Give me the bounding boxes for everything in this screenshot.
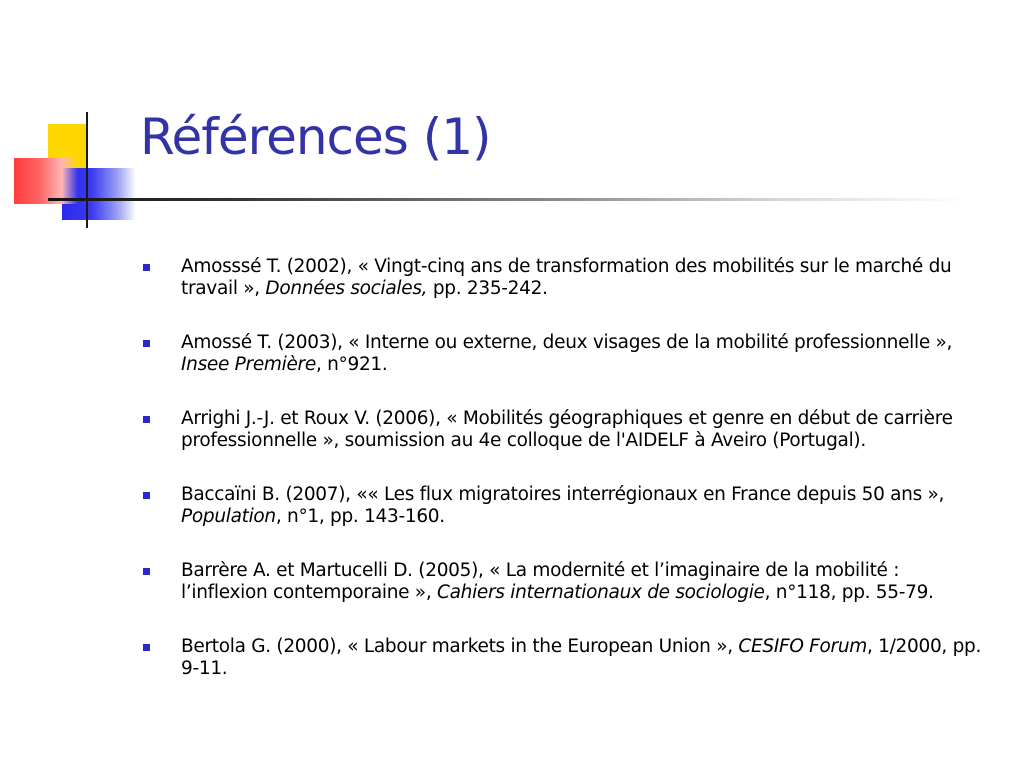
reference-item: [140, 256, 990, 300]
bullet-square-icon: [143, 644, 150, 651]
reference-item: [140, 408, 990, 452]
reference-source: Données sociales,: [265, 278, 428, 299]
bullet-square-icon: [143, 340, 150, 347]
bullet-square-icon: [143, 416, 150, 423]
reference-item: [140, 636, 990, 680]
reference-text: Barrère A. et Martucelli D. (2005), « La modernité et l’imaginaire de la mobilité : l’inflexion contemporaine »,: [181, 560, 900, 603]
bullet-square-icon: [143, 568, 150, 575]
bullet-square-icon: [143, 492, 150, 499]
bullet-square-icon: [143, 264, 150, 271]
reference-text: Arrighi J.-J. et Roux V. (2006), « Mobilités géographiques et genre en début de carrière professionnelle », soumission au 4e colloque de l'AIDELF à Aveiro (Portugal).: [181, 408, 953, 451]
reference-details: , n°1, pp. 143-160.: [275, 506, 445, 527]
reference-list: [140, 256, 990, 712]
reference-source: Population: [181, 506, 276, 527]
reference-source: Insee Première: [181, 354, 316, 375]
reference-text: Amosssé T. (2002), « Vingt-cinq ans de transformation des mobilités sur le marché du travail »,: [181, 256, 952, 299]
reference-details: pp. 235-242.: [427, 278, 548, 299]
reference-item: [140, 332, 990, 376]
reference-text: Bertola G. (2000), « Labour markets in the European Union »,: [181, 636, 739, 657]
reference-details: , n°118, pp. 55-79.: [764, 582, 934, 603]
slide-title: Références (1): [140, 108, 491, 166]
reference-text: Baccaïni B. (2007), «« Les flux migratoires interrégionaux en France depuis 50 ans »,: [181, 484, 945, 505]
reference-source: CESIFO Forum: [738, 636, 867, 657]
logo-vertical-line: [86, 112, 88, 228]
title-underline: [48, 198, 968, 201]
reference-details: , 1/2000, pp. 9-11.: [181, 636, 982, 679]
reference-text: Amossé T. (2003), « Interne ou externe, deux visages de la mobilité professionnelle »,: [181, 332, 953, 353]
reference-item: [140, 560, 990, 604]
reference-source: Cahiers internationaux de sociologie: [437, 582, 765, 603]
reference-item: [140, 484, 990, 528]
reference-details: , n°921.: [315, 354, 388, 375]
